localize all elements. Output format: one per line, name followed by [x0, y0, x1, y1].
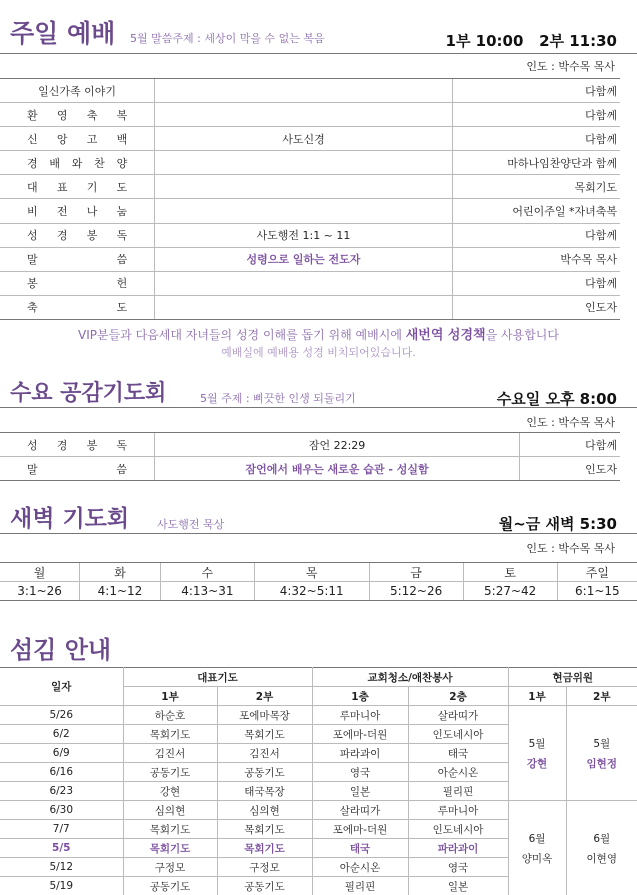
service-cell-f2: 필리핀 — [408, 782, 508, 801]
service-cell-f1: 태국 — [312, 839, 408, 858]
order-item: 신 앙 고 백 — [0, 127, 155, 151]
sunday-time: 1부 10:00 2부 11:30 — [445, 32, 617, 50]
header-offering-1bu: 1부 — [508, 687, 566, 706]
order-row — [0, 223, 620, 247]
offering-2bu: 5월 임현정 — [566, 706, 637, 801]
header-offering-2bu: 2부 — [566, 687, 637, 706]
order-item: 말 씀 — [0, 247, 155, 271]
header-floor-2: 2층 — [408, 687, 508, 706]
order-leader: 다함께 — [520, 433, 620, 457]
service-cell-f1: 아순시온 — [312, 858, 408, 877]
order-leader: 다함께 — [452, 223, 620, 247]
dawn-day: 수 — [160, 563, 254, 582]
service-cell-d: 7/7 — [0, 820, 123, 839]
sunday-note-2: 예배실에 예배용 성경 비치되어있습니다. — [221, 346, 416, 359]
service-cell-p1: 공동기도 — [123, 763, 217, 782]
service-cell-f1: 살라띠가 — [312, 801, 408, 820]
service-cell-p1: 김진서 — [123, 744, 217, 763]
service-cell-f2: 인도네시아 — [408, 725, 508, 744]
order-row — [0, 457, 620, 481]
sunday-note-1: VIP분들과 다음세대 자녀들의 성경 이해를 돕기 위해 예배시에 새번역 성경책을 사용합니다 — [78, 328, 559, 343]
service-cell-p1: 강현 — [123, 782, 217, 801]
offering-1bu: 5월 강현 — [508, 706, 566, 801]
dawn-passage: 4:32~5:11 — [254, 582, 369, 601]
service-cell-d: 5/19 — [0, 877, 123, 895]
order-item: 성 경 봉 독 — [0, 433, 154, 457]
service-cell-d: 6/16 — [0, 763, 123, 782]
order-leader: 다함께 — [452, 103, 620, 127]
header-date: 일자 — [0, 668, 123, 706]
service-cell-p2: 공동기도 — [217, 877, 312, 895]
service-cell-p2: 목회기도 — [217, 725, 312, 744]
service-cell-p2: 목회기도 — [217, 820, 312, 839]
service-cell-f1: 일본 — [312, 782, 408, 801]
service-table — [0, 667, 637, 895]
service-cell-p2: 심의현 — [217, 801, 312, 820]
sunday-subtitle: 5월 말씀주제 : 세상이 막을 수 없는 복음 — [130, 32, 325, 45]
service-cell-p1: 목회기도 — [123, 820, 217, 839]
service-title: 섬김 안내 — [10, 636, 112, 664]
order-leader: 어린이주일 *자녀축복 — [452, 199, 620, 223]
wednesday-title-rule — [0, 407, 637, 408]
service-cell-p2: 태국목장 — [217, 782, 312, 801]
service-row — [0, 801, 637, 820]
header-cleaning: 교회청소/애찬봉사 — [312, 668, 508, 687]
order-content: 사도신경 — [155, 127, 452, 151]
order-leader: 박수목 목사 — [452, 247, 620, 271]
order-row — [0, 151, 620, 175]
dawn-passage: 3:1~26 — [0, 582, 80, 601]
dawn-passage: 4:13~31 — [160, 582, 254, 601]
order-item: 비 전 나 눔 — [0, 199, 155, 223]
order-item: 말 씀 — [0, 457, 154, 481]
service-cell-d: 5/26 — [0, 706, 123, 725]
service-cell-f1: 루마니아 — [312, 706, 408, 725]
service-cell-d: 6/23 — [0, 782, 123, 801]
service-cell-p1: 심의현 — [123, 801, 217, 820]
dawn-passage: 5:27~42 — [463, 582, 557, 601]
order-content — [155, 199, 452, 223]
service-cell-p2: 목회기도 — [217, 839, 312, 858]
service-cell-f2: 영국 — [408, 858, 508, 877]
order-content — [155, 295, 452, 319]
service-cell-d: 6/30 — [0, 801, 123, 820]
order-row — [0, 199, 620, 223]
sunday-officiant: 인도 : 박수목 목사 — [526, 60, 615, 73]
header-prayer-1bu: 1부 — [123, 687, 217, 706]
order-content: 잠언에서 배우는 새로운 습관 - 성실함 — [154, 457, 519, 481]
dawn-schedule-table — [0, 562, 637, 601]
order-leader: 다함께 — [452, 271, 620, 295]
service-cell-f2: 아순시온 — [408, 763, 508, 782]
dawn-day: 금 — [369, 563, 463, 582]
order-content: 성령으로 일하는 전도자 — [155, 247, 452, 271]
service-cell-f2: 루마니아 — [408, 801, 508, 820]
service-cell-p1: 하순호 — [123, 706, 217, 725]
dawn-day: 토 — [463, 563, 557, 582]
wednesday-officiant: 인도 : 박수목 목사 — [526, 416, 615, 429]
order-row — [0, 247, 620, 271]
wednesday-subtitle: 5월 주제 : 삐끗한 인생 되돌리기 — [200, 392, 356, 405]
order-row — [0, 175, 620, 199]
sunday-order-table — [0, 78, 620, 320]
dawn-day: 월 — [0, 563, 80, 582]
order-row — [0, 271, 620, 295]
order-content — [155, 103, 452, 127]
sunday-title: 주일 예배 — [10, 19, 116, 48]
dawn-subtitle: 사도행전 묵상 — [157, 518, 225, 531]
header-prayer-2bu: 2부 — [217, 687, 312, 706]
service-cell-f2: 태국 — [408, 744, 508, 763]
header-prayer: 대표기도 — [123, 668, 312, 687]
order-content: 잠언 22:29 — [154, 433, 519, 457]
dawn-day: 목 — [254, 563, 369, 582]
order-row — [0, 127, 620, 151]
dawn-title: 새벽 기도회 — [10, 506, 130, 532]
service-cell-p1: 목회기도 — [123, 725, 217, 744]
order-item: 성 경 봉 독 — [0, 223, 155, 247]
order-row — [0, 103, 620, 127]
service-row — [0, 706, 637, 725]
dawn-passage: 5:12~26 — [369, 582, 463, 601]
service-cell-f1: 포에마-더원 — [312, 725, 408, 744]
service-cell-p2: 공동기도 — [217, 763, 312, 782]
wednesday-title: 수요 공감기도회 — [10, 381, 167, 406]
dawn-time: 월~금 새벽 5:30 — [498, 515, 617, 533]
offering-2bu: 6월 이현영 — [566, 801, 637, 895]
order-row — [0, 433, 620, 457]
order-row — [0, 295, 620, 319]
order-content: 사도행전 1:1 ~ 11 — [155, 223, 452, 247]
order-content — [155, 79, 452, 103]
service-cell-d: 6/9 — [0, 744, 123, 763]
offering-1bu: 6월 양미옥 — [508, 801, 566, 895]
order-item: 경 배 와 찬 양 — [0, 151, 155, 175]
order-leader: 다함께 — [452, 79, 620, 103]
dawn-day: 화 — [80, 563, 161, 582]
order-item: 일신가족 이야기 — [0, 79, 155, 103]
service-cell-f2: 일본 — [408, 877, 508, 895]
wednesday-order-table — [0, 432, 620, 481]
order-item: 축 도 — [0, 295, 155, 319]
order-leader: 마하나임찬양단과 함께 — [452, 151, 620, 175]
service-cell-f2: 인도네시아 — [408, 820, 508, 839]
dawn-passage: 6:1~15 — [557, 582, 637, 601]
order-content — [155, 271, 452, 295]
order-content — [155, 175, 452, 199]
dawn-passage: 4:1~12 — [80, 582, 161, 601]
service-cell-f1: 영국 — [312, 763, 408, 782]
order-item: 봉 헌 — [0, 271, 155, 295]
wednesday-time: 수요일 오후 8:00 — [496, 390, 617, 408]
dawn-title-rule — [0, 533, 637, 534]
service-cell-p2: 김진서 — [217, 744, 312, 763]
service-cell-p1: 구정모 — [123, 858, 217, 877]
dawn-day: 주일 — [557, 563, 637, 582]
header-offering: 현금위원 — [508, 668, 637, 687]
order-leader: 인도자 — [520, 457, 620, 481]
dawn-officiant: 인도 : 박수목 목사 — [526, 542, 615, 555]
service-cell-f1: 필리핀 — [312, 877, 408, 895]
header-floor-1: 1층 — [312, 687, 408, 706]
service-cell-f1: 포에마-더원 — [312, 820, 408, 839]
service-cell-f2: 파라과이 — [408, 839, 508, 858]
service-cell-d: 6/2 — [0, 725, 123, 744]
service-cell-f2: 살라띠가 — [408, 706, 508, 725]
service-cell-p1: 목회기도 — [123, 839, 217, 858]
sunday-title-rule — [0, 53, 637, 54]
order-item: 대 표 기 도 — [0, 175, 155, 199]
order-item: 환 영 축 복 — [0, 103, 155, 127]
order-leader: 목회기도 — [452, 175, 620, 199]
order-row — [0, 79, 620, 103]
order-content — [155, 151, 452, 175]
service-cell-f1: 파라과이 — [312, 744, 408, 763]
order-leader: 인도자 — [452, 295, 620, 319]
service-cell-d: 5/12 — [0, 858, 123, 877]
service-cell-p2: 구정모 — [217, 858, 312, 877]
order-leader: 다함께 — [452, 127, 620, 151]
service-cell-p2: 포에마목장 — [217, 706, 312, 725]
service-cell-d: 5/5 — [0, 839, 123, 858]
service-cell-p1: 공동기도 — [123, 877, 217, 895]
